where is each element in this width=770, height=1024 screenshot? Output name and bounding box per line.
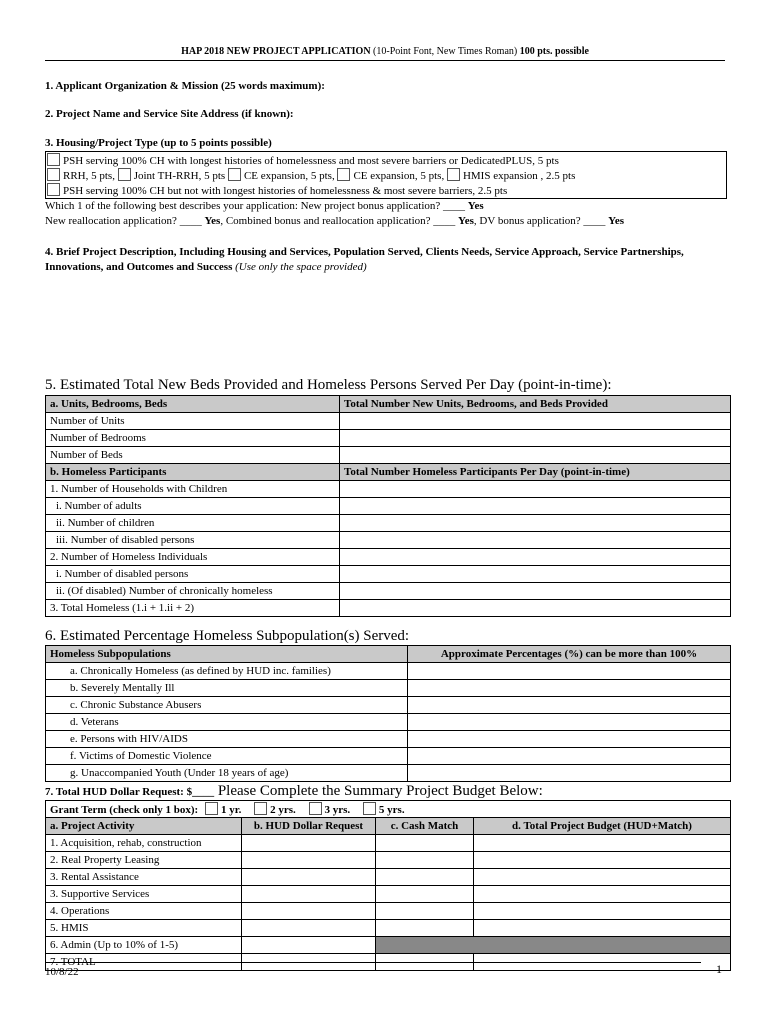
table-row xyxy=(46,583,731,600)
bonus-yes-1: Yes xyxy=(467,200,484,212)
beds-header-row xyxy=(46,396,731,413)
match-input[interactable] xyxy=(376,869,474,886)
percentage-input[interactable] xyxy=(408,680,731,697)
row-label: c. Chronic Substance Abusers xyxy=(46,697,408,714)
footer-rule xyxy=(45,962,701,963)
homeless-individuals-input[interactable] xyxy=(340,549,731,566)
row-label: 3. Supportive Services xyxy=(46,886,242,903)
table-row xyxy=(46,937,731,954)
housing-row-1 xyxy=(47,153,559,167)
budget-instruction: Please Complete the Summary Project Budget Below: xyxy=(214,783,543,799)
bonus-line-1 xyxy=(45,200,484,212)
hud-input[interactable] xyxy=(242,937,376,954)
row-label: Number of Bedrooms xyxy=(46,430,340,447)
total-input[interactable] xyxy=(474,835,731,852)
question-1: 1. Applicant Organization & Mission (25 words maximum): xyxy=(45,80,325,92)
percentage-input[interactable] xyxy=(408,663,731,680)
housing-row-2 xyxy=(47,168,575,182)
bonus-reallocation: New reallocation application? ____ xyxy=(45,215,202,227)
row-label: Number of Beds xyxy=(46,447,340,464)
table-row xyxy=(46,920,731,937)
match-input[interactable] xyxy=(376,835,474,852)
row-label: ii. Number of children xyxy=(46,515,340,532)
subpopulation-table xyxy=(45,645,731,782)
match-input[interactable] xyxy=(376,920,474,937)
total-input[interactable] xyxy=(474,886,731,903)
total-homeless-input[interactable] xyxy=(340,600,731,617)
psh-longest-label: PSH serving 100% CH with longest histories of homelessness and most severe barriers or DedicatedPLUS, 5 pts xyxy=(63,155,559,167)
table-row xyxy=(46,447,731,464)
header-note: (10-Point Font, New Times Roman) xyxy=(373,46,518,57)
disabled-cell xyxy=(376,937,731,954)
disabled-persons-input[interactable] xyxy=(340,532,731,549)
total-budget-header: d. Total Project Budget (HUD+Match) xyxy=(474,818,731,835)
header-points: 100 pts. possible xyxy=(519,46,589,57)
table-row xyxy=(46,413,731,430)
row-label: 6. Admin (Up to 10% of 1-5) xyxy=(46,937,242,954)
table-row xyxy=(46,549,731,566)
percentage-input[interactable] xyxy=(408,731,731,748)
match-input[interactable] xyxy=(376,903,474,920)
row-label: f. Victims of Domestic Violence xyxy=(46,748,408,765)
table-row xyxy=(46,886,731,903)
joint-th-rrh-checkbox[interactable] xyxy=(118,168,131,181)
bonus-line-2 xyxy=(45,215,624,227)
table-row xyxy=(46,515,731,532)
table-row xyxy=(46,600,731,617)
subpopulation-header: Homeless Subpopulations xyxy=(46,646,408,663)
header-title: HAP 2018 NEW PROJECT APPLICATION xyxy=(181,46,371,57)
hmis-expansion-label: HMIS expansion , 2.5 pts xyxy=(462,170,576,182)
question-4 xyxy=(45,245,725,275)
psh-longest-checkbox[interactable] xyxy=(47,153,60,166)
row-label: b. Severely Mentally Ill xyxy=(46,680,408,697)
table-row xyxy=(46,430,731,447)
beds-table xyxy=(45,395,731,617)
hud-request-header: b. HUD Dollar Request xyxy=(242,818,376,835)
budget-table xyxy=(45,800,731,971)
grant-term-label: Grant Term (check only 1 box): xyxy=(50,803,199,816)
total-input[interactable] xyxy=(474,920,731,937)
term-2yr-label: 2 yrs. xyxy=(270,803,296,816)
budget-header-row xyxy=(46,818,731,835)
hud-input[interactable] xyxy=(242,903,376,920)
percentage-input[interactable] xyxy=(408,765,731,782)
table-row xyxy=(46,532,731,549)
table-row xyxy=(46,498,731,515)
row-label: i. Number of adults xyxy=(46,498,340,515)
bonus-yes-4: Yes xyxy=(608,215,625,227)
row-label: Number of Units xyxy=(46,413,340,430)
ce-expansion-label-1: CE expansion, 5 pts, xyxy=(243,170,335,182)
units-header: a. Units, Bedrooms, Beds xyxy=(46,396,340,413)
ce-expansion-checkbox-1[interactable] xyxy=(228,168,241,181)
hud-input[interactable] xyxy=(242,886,376,903)
participants-header-row xyxy=(46,464,731,481)
bonus-dv: , DV bonus application? ____ xyxy=(473,215,606,227)
question-7-title xyxy=(45,783,543,800)
bedrooms-input[interactable] xyxy=(340,430,731,447)
bonus-yes-2: Yes xyxy=(204,215,221,227)
row-label: 2. Real Property Leasing xyxy=(46,852,242,869)
rrh-checkbox[interactable] xyxy=(47,168,60,181)
row-label: 1. Number of Households with Children xyxy=(46,481,340,498)
table-row xyxy=(46,680,731,697)
table-row xyxy=(46,852,731,869)
table-row xyxy=(46,714,731,731)
table-row xyxy=(46,748,731,765)
row-label: 4. Operations xyxy=(46,903,242,920)
row-label: e. Persons with HIV/AIDS xyxy=(46,731,408,748)
hud-input[interactable] xyxy=(242,835,376,852)
term-2yr-checkbox[interactable] xyxy=(254,802,267,815)
joint-th-rrh-label: Joint TH-RRH, 5 pts xyxy=(133,170,226,182)
table-row xyxy=(46,869,731,886)
psh-other-checkbox[interactable] xyxy=(47,183,60,196)
rrh-label: RRH, 5 pts, xyxy=(63,170,115,182)
row-label: iii. Number of disabled persons xyxy=(46,532,340,549)
page-header xyxy=(45,46,725,61)
row-label: g. Unaccompanied Youth (Under 18 years of age) xyxy=(46,765,408,782)
row-label: i. Number of disabled persons xyxy=(46,566,340,583)
match-input[interactable] xyxy=(376,886,474,903)
term-5yr-label: 5 yrs. xyxy=(378,803,405,816)
participants-header: b. Homeless Participants xyxy=(46,464,340,481)
match-input[interactable] xyxy=(376,852,474,869)
total-input[interactable] xyxy=(474,852,731,869)
question-6-title: 6. Estimated Percentage Homeless Subpopulation(s) Served: xyxy=(45,628,410,644)
term-3yr-checkbox[interactable] xyxy=(309,802,322,815)
subpopulation-header-row xyxy=(46,646,731,663)
units-total-header: Total Number New Units, Bedrooms, and Beds Provided xyxy=(340,396,731,413)
units-input[interactable] xyxy=(340,413,731,430)
page-number: 1 xyxy=(716,962,722,976)
participants-total-header: Total Number Homeless Participants Per Day (point-in-time) xyxy=(340,464,731,481)
table-row xyxy=(46,481,731,498)
row-label: ii. (Of disabled) Number of chronically homeless xyxy=(46,583,340,600)
footer-date: 10/8/22 xyxy=(45,966,79,978)
table-row xyxy=(46,903,731,920)
row-label: 3. Total Homeless (1.i + 1.ii + 2) xyxy=(46,600,340,617)
psh-other-label: PSH serving 100% CH but not with longest histories of homelessness & most severe barriers, 2.5 pts xyxy=(63,185,508,197)
row-label: 2. Number of Homeless Individuals xyxy=(46,549,340,566)
total-input[interactable] xyxy=(474,869,731,886)
chronically-homeless-input[interactable] xyxy=(340,583,731,600)
row-label: d. Veterans xyxy=(46,714,408,731)
table-row xyxy=(46,566,731,583)
activity-header: a. Project Activity xyxy=(46,818,242,835)
question-5-title: 5. Estimated Total New Beds Provided and Homeless Persons Served Per Day (point-in-time): xyxy=(45,377,612,393)
grant-term-row xyxy=(46,801,731,818)
total-input[interactable] xyxy=(474,903,731,920)
households-children-input[interactable] xyxy=(340,481,731,498)
housing-row-3 xyxy=(47,183,507,197)
hud-input[interactable] xyxy=(242,869,376,886)
bonus-yes-3: Yes xyxy=(458,215,474,227)
term-1yr-label: 1 yr. xyxy=(220,803,242,816)
housing-type-box xyxy=(45,151,727,199)
term-3yr-label: 3 yrs. xyxy=(324,803,351,816)
percentage-input[interactable] xyxy=(408,748,731,765)
table-row xyxy=(46,663,731,680)
term-5yr-checkbox[interactable] xyxy=(363,802,376,815)
adults-input[interactable] xyxy=(340,498,731,515)
hud-input[interactable] xyxy=(242,920,376,937)
question-3-title: 3. Housing/Project Type (up to 5 points possible) xyxy=(45,137,272,149)
question-2: 2. Project Name and Service Site Address (if known): xyxy=(45,108,294,120)
table-row xyxy=(46,731,731,748)
row-label: 7. TOTAL xyxy=(46,954,242,971)
hud-dollar-request-label: 7. Total HUD Dollar Request: $____ xyxy=(45,786,215,798)
children-input[interactable] xyxy=(340,515,731,532)
row-label: a. Chronically Homeless (as defined by HUD inc. families) xyxy=(46,663,408,680)
table-row xyxy=(46,835,731,852)
beds-input[interactable] xyxy=(340,447,731,464)
term-1yr-checkbox[interactable] xyxy=(205,802,218,815)
percentage-header: Approximate Percentages (%) can be more than 100% xyxy=(408,646,731,663)
row-label: 3. Rental Assistance xyxy=(46,869,242,886)
bonus-question-1: Which 1 of the following best describes your application: New project bonus application? ____ xyxy=(45,200,466,212)
row-label: 1. Acquisition, rehab, construction xyxy=(46,835,242,852)
percentage-input[interactable] xyxy=(408,697,731,714)
hmis-expansion-checkbox[interactable] xyxy=(447,168,460,181)
question-4-title: 4. Brief Project Description, Including Housing and Services, Population Served, Clients Needs, Service Approach, Service Partnerships, Innovations, and Outcomes and Success xyxy=(45,246,684,273)
individuals-disabled-input[interactable] xyxy=(340,566,731,583)
grant-term-cell xyxy=(46,801,731,818)
question-4-note: (Use only the space provided) xyxy=(235,261,367,273)
cash-match-header: c. Cash Match xyxy=(376,818,474,835)
table-row xyxy=(46,697,731,714)
row-label: 5. HMIS xyxy=(46,920,242,937)
table-row xyxy=(46,765,731,782)
percentage-input[interactable] xyxy=(408,714,731,731)
hud-input[interactable] xyxy=(242,852,376,869)
ce-expansion-label-2: CE expansion, 5 pts, xyxy=(353,170,445,182)
ce-expansion-checkbox-2[interactable] xyxy=(337,168,350,181)
bonus-combined: , Combined bonus and reallocation application? ____ xyxy=(220,215,456,227)
